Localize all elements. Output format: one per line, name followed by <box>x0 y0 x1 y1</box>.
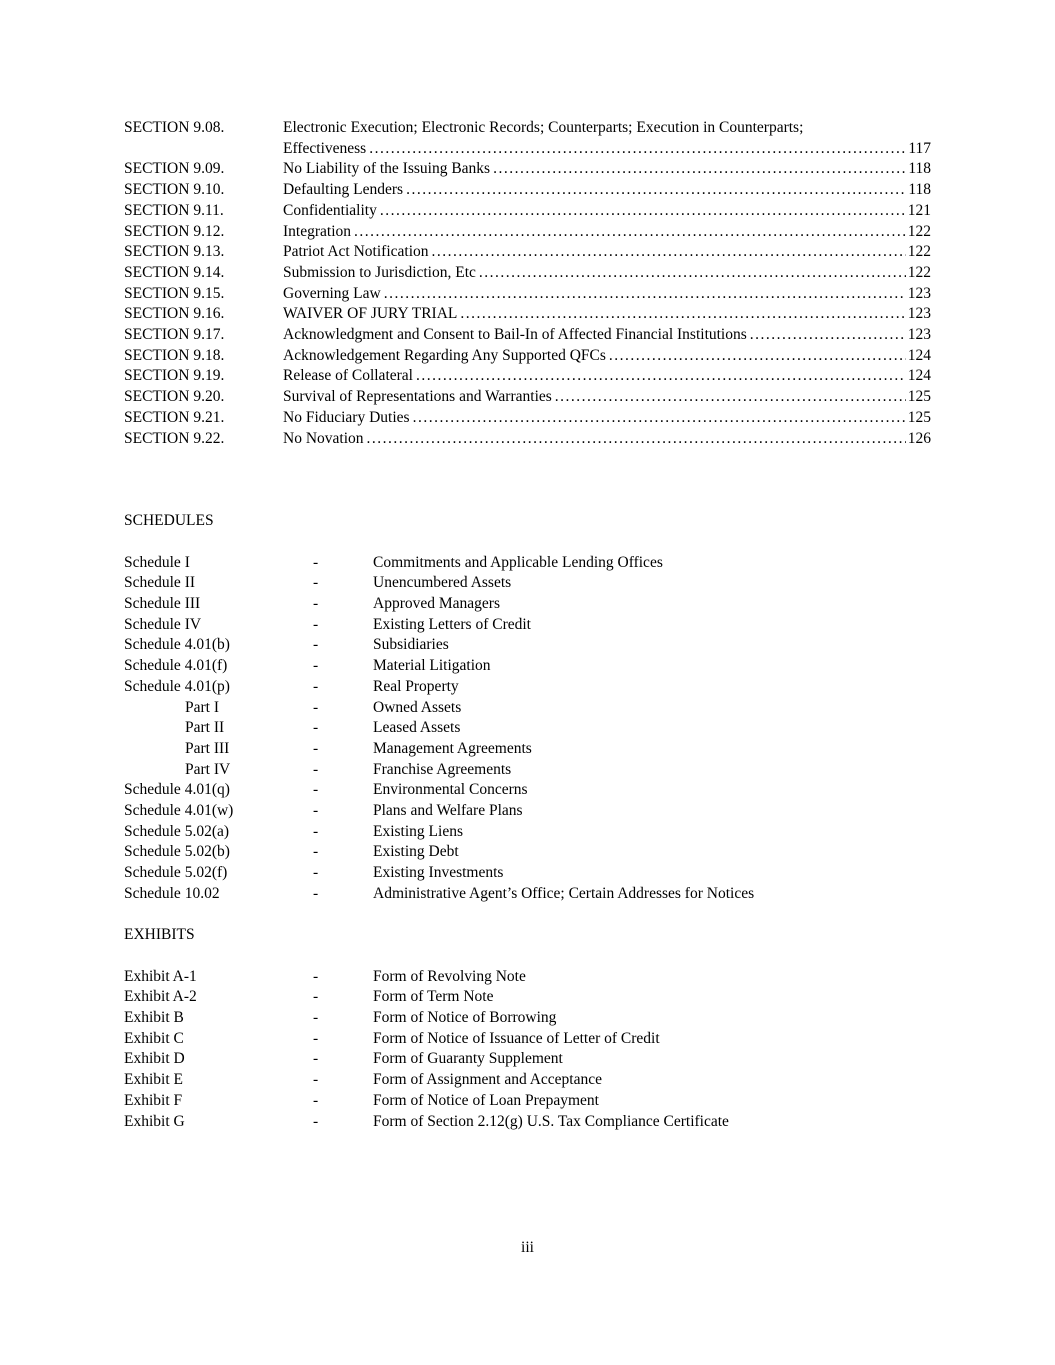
toc-entry-line <box>124 346 931 367</box>
dash-separator: - <box>313 884 319 902</box>
dash-separator: - <box>313 698 319 716</box>
schedule-row-name: Part IV <box>185 760 231 778</box>
toc-entry-line <box>124 180 931 201</box>
toc-entry <box>124 242 931 263</box>
schedule-row <box>124 801 931 822</box>
dash-separator: - <box>313 615 319 633</box>
toc-section-label: SECTION 9.08. <box>124 119 225 136</box>
toc-entry-title: Confidentiality <box>283 201 377 219</box>
toc-page-number: 118 <box>908 160 931 178</box>
schedule-row <box>124 698 931 719</box>
schedule-row-name: Schedule IV <box>124 615 202 633</box>
exhibit-row-name: Exhibit F <box>124 1091 183 1109</box>
toc-entry-title: No Liability of the Issuing Banks <box>283 160 491 178</box>
dot-leader <box>369 139 906 160</box>
schedule-row-description: Existing Liens <box>373 822 463 840</box>
toc-page-number: 121 <box>907 201 931 219</box>
dot-leader <box>416 366 906 387</box>
schedule-row-name: Schedule III <box>124 595 201 613</box>
exhibit-row <box>124 987 931 1008</box>
dot-leader <box>384 284 906 305</box>
toc-entry <box>124 387 931 408</box>
schedule-row-description: Leased Assets <box>373 719 461 737</box>
schedule-row <box>124 573 931 594</box>
dash-separator: - <box>313 574 319 592</box>
dot-leader <box>493 159 906 180</box>
toc-section-label: SECTION 9.22. <box>124 429 225 447</box>
toc-entry-line <box>124 325 931 346</box>
schedules-list <box>124 553 931 905</box>
toc-entry-title: Survival of Representations and Warranties <box>283 388 552 406</box>
toc-entry <box>124 159 931 180</box>
toc-entry-line <box>124 242 931 263</box>
dot-leader <box>750 325 906 346</box>
exhibit-row-description: Form of Assignment and Acceptance <box>373 1071 603 1089</box>
schedule-row-description: Franchise Agreements <box>373 760 512 778</box>
toc-entry <box>124 118 931 159</box>
schedule-row-name: Schedule II <box>124 574 196 592</box>
toc-section-label: SECTION 9.20. <box>124 388 225 406</box>
dash-separator: - <box>313 1112 319 1130</box>
dash-separator: - <box>313 636 319 654</box>
exhibit-row <box>124 1091 931 1112</box>
toc-entry-title: Defaulting Lenders <box>283 181 404 199</box>
toc-entry-title: No Fiduciary Duties <box>283 408 410 426</box>
schedule-row-description: Unencumbered Assets <box>373 574 512 592</box>
schedule-row-description: Environmental Concerns <box>373 781 528 799</box>
dot-leader <box>432 242 906 263</box>
toc-page-number: 125 <box>907 388 931 406</box>
schedule-row-name: Schedule 10.02 <box>124 884 220 902</box>
exhibits-heading: EXHIBITS <box>124 926 195 944</box>
schedule-row <box>124 656 931 677</box>
exhibit-row <box>124 1070 931 1091</box>
dash-separator: - <box>313 781 319 799</box>
toc-entry-title: Release of Collateral <box>283 367 413 385</box>
toc-entry-line <box>124 366 931 387</box>
schedule-row-description: Management Agreements <box>373 739 532 757</box>
schedule-row-name: Schedule 5.02(f) <box>124 864 228 882</box>
dot-leader <box>367 429 906 450</box>
toc-section-label: SECTION 9.14. <box>124 263 225 281</box>
toc-page-number: 117 <box>908 139 931 157</box>
exhibit-row <box>124 1112 931 1133</box>
toc-entry <box>124 366 931 387</box>
exhibit-row-name: Exhibit A-2 <box>124 988 197 1006</box>
toc-section-label: SECTION 9.16. <box>124 305 225 323</box>
dash-separator: - <box>313 739 319 757</box>
schedule-row-name: Part II <box>185 719 225 737</box>
exhibit-row-description: Form of Section 2.12(g) U.S. Tax Compliance Certificate <box>373 1112 729 1130</box>
toc-entry <box>124 222 931 243</box>
exhibit-row-description: Form of Notice of Issuance of Letter of Credit <box>373 1029 660 1047</box>
toc-entry-line <box>124 387 931 408</box>
schedule-row-description: Owned Assets <box>373 698 462 716</box>
exhibit-row <box>124 1029 931 1050</box>
schedule-row-name: Schedule I <box>124 553 190 571</box>
dash-separator: - <box>313 1091 319 1109</box>
toc-list <box>124 118 931 449</box>
page-content <box>124 118 931 1132</box>
toc-entry <box>124 325 931 346</box>
toc-entry-title: Acknowledgment and Consent to Bail-In of Affected Financial Institutions <box>283 326 747 344</box>
schedule-row <box>124 842 931 863</box>
dash-separator: - <box>313 595 319 613</box>
dash-separator: - <box>313 553 319 571</box>
schedule-row-description: Existing Debt <box>373 843 459 861</box>
dash-separator: - <box>313 1071 319 1089</box>
toc-section-label: SECTION 9.21. <box>124 408 225 426</box>
toc-page-number: 118 <box>908 181 931 199</box>
toc-section-label: SECTION 9.17. <box>124 326 225 344</box>
schedule-row-name: Schedule 4.01(b) <box>124 636 230 654</box>
dash-separator: - <box>313 1029 319 1047</box>
schedule-row <box>124 822 931 843</box>
schedule-row <box>124 863 931 884</box>
schedule-row-name: Schedule 5.02(a) <box>124 822 230 840</box>
toc-section-label: SECTION 9.11. <box>124 201 224 219</box>
dot-leader <box>380 201 906 222</box>
dash-separator: - <box>313 822 319 840</box>
toc-page-number: 122 <box>907 263 931 281</box>
exhibit-row-name: Exhibit C <box>124 1029 184 1047</box>
toc-entry-line <box>124 429 931 450</box>
dash-separator: - <box>313 657 319 675</box>
toc-page-number: 124 <box>907 367 931 385</box>
toc-entry <box>124 346 931 367</box>
toc-page-number: 123 <box>907 284 931 302</box>
toc-entry-title: Patriot Act Notification <box>283 243 429 261</box>
page-number-footer: iii <box>521 1239 534 1256</box>
schedule-row <box>124 677 931 698</box>
toc-page-number: 125 <box>907 408 931 426</box>
toc-entry-title-continued: Effectiveness <box>283 139 367 157</box>
toc-section-spacer <box>124 139 283 160</box>
toc-entry-title: Acknowledgement Regarding Any Supported QFCs <box>283 346 606 364</box>
schedule-row <box>124 635 931 656</box>
exhibit-row-description: Form of Guaranty Supplement <box>373 1050 563 1068</box>
dash-separator: - <box>313 967 319 985</box>
dot-leader <box>479 263 906 284</box>
toc-entry-title: Integration <box>283 222 352 240</box>
toc-section-label: SECTION 9.13. <box>124 243 225 261</box>
dash-separator: - <box>313 864 319 882</box>
toc-page-number: 122 <box>907 243 931 261</box>
dash-separator: - <box>313 719 319 737</box>
exhibit-row-name: Exhibit B <box>124 1009 184 1027</box>
schedule-row <box>124 760 931 781</box>
exhibit-row-name: Exhibit E <box>124 1071 183 1089</box>
toc-entry-line <box>124 118 931 139</box>
schedule-row <box>124 553 931 574</box>
exhibit-row-description: Form of Revolving Note <box>373 967 526 985</box>
toc-entry-line <box>124 139 931 160</box>
exhibit-row-description: Form of Notice of Borrowing <box>373 1009 557 1027</box>
toc-section-label: SECTION 9.10. <box>124 181 225 199</box>
dash-separator: - <box>313 843 319 861</box>
toc-entry <box>124 180 931 201</box>
dash-separator: - <box>313 760 319 778</box>
schedule-row <box>124 615 931 636</box>
schedule-row-name: Schedule 5.02(b) <box>124 843 230 861</box>
toc-entry <box>124 429 931 450</box>
toc-entry <box>124 284 931 305</box>
schedule-row-name: Part I <box>185 698 220 716</box>
toc-entry-line <box>124 284 931 305</box>
exhibit-row <box>124 1049 931 1070</box>
toc-entry-title: WAIVER OF JURY TRIAL <box>283 305 458 323</box>
toc-section-label: SECTION 9.18. <box>124 346 225 364</box>
exhibit-row-description: Form of Notice of Loan Prepayment <box>373 1091 599 1109</box>
toc-section-label: SECTION 9.15. <box>124 284 225 302</box>
toc-entry <box>124 201 931 222</box>
schedule-row-description: Existing Letters of Credit <box>373 615 531 633</box>
toc-entry-line <box>124 304 931 325</box>
toc-page-number: 124 <box>907 346 931 364</box>
toc-section-label: SECTION 9.09. <box>124 160 225 178</box>
schedule-row-description: Existing Investments <box>373 864 504 882</box>
schedule-row <box>124 718 931 739</box>
dash-separator: - <box>313 988 319 1006</box>
exhibit-row <box>124 967 931 988</box>
exhibit-row-name: Exhibit D <box>124 1050 185 1068</box>
dot-leader <box>609 346 906 367</box>
schedule-row-description: Plans and Welfare Plans <box>373 802 523 820</box>
schedule-row-name: Schedule 4.01(f) <box>124 657 228 675</box>
toc-entry <box>124 304 931 325</box>
toc-section-label: SECTION 9.19. <box>124 367 225 385</box>
exhibit-row-description: Form of Term Note <box>373 988 494 1006</box>
dash-separator: - <box>313 1009 319 1027</box>
toc-page-number: 123 <box>907 305 931 323</box>
toc-entry <box>124 408 931 429</box>
toc-entry-title: Electronic Execution; Electronic Records; Counterparts; Execution in Counterparts; <box>283 119 804 136</box>
toc-entry-line <box>124 222 931 243</box>
exhibit-row-name: Exhibit A-1 <box>124 967 197 985</box>
schedule-row <box>124 594 931 615</box>
dot-leader <box>460 304 905 325</box>
schedule-row-name: Schedule 4.01(q) <box>124 781 230 799</box>
dash-separator: - <box>313 1050 319 1068</box>
dot-leader <box>354 222 906 243</box>
toc-page-number: 122 <box>907 222 931 240</box>
schedule-row-description: Commitments and Applicable Lending Offices <box>373 553 663 571</box>
dot-leader <box>413 408 906 429</box>
schedule-row-description: Administrative Agent’s Office; Certain Addresses for Notices <box>373 884 755 902</box>
exhibit-row <box>124 1008 931 1029</box>
schedule-row-name: Schedule 4.01(p) <box>124 677 230 695</box>
schedule-row-description: Material Litigation <box>373 657 491 675</box>
dot-leader <box>406 180 906 201</box>
toc-page-number: 126 <box>907 429 931 447</box>
dot-leader <box>555 387 906 408</box>
toc-entry-title: Governing Law <box>283 284 381 302</box>
toc-page-number: 123 <box>907 326 931 344</box>
schedule-row-name: Schedule 4.01(w) <box>124 802 234 820</box>
toc-entry <box>124 263 931 284</box>
dash-separator: - <box>313 802 319 820</box>
exhibit-row-name: Exhibit G <box>124 1112 185 1130</box>
schedule-row <box>124 780 931 801</box>
schedule-row-description: Subsidiaries <box>373 636 449 654</box>
toc-entry-title: No Novation <box>283 429 364 447</box>
dash-separator: - <box>313 677 319 695</box>
toc-entry-line <box>124 263 931 284</box>
schedule-row-description: Real Property <box>373 677 459 695</box>
toc-entry-line <box>124 408 931 429</box>
schedule-row-name: Part III <box>185 739 230 757</box>
exhibits-list <box>124 967 931 1133</box>
schedules-heading: SCHEDULES <box>124 512 214 530</box>
toc-entry-line <box>124 201 931 222</box>
toc-entry-line <box>124 159 931 180</box>
schedule-row <box>124 884 931 905</box>
schedule-row <box>124 739 931 760</box>
schedule-row-description: Approved Managers <box>373 595 500 613</box>
toc-section-label: SECTION 9.12. <box>124 222 225 240</box>
toc-entry-title: Submission to Jurisdiction, Etc <box>283 263 476 281</box>
